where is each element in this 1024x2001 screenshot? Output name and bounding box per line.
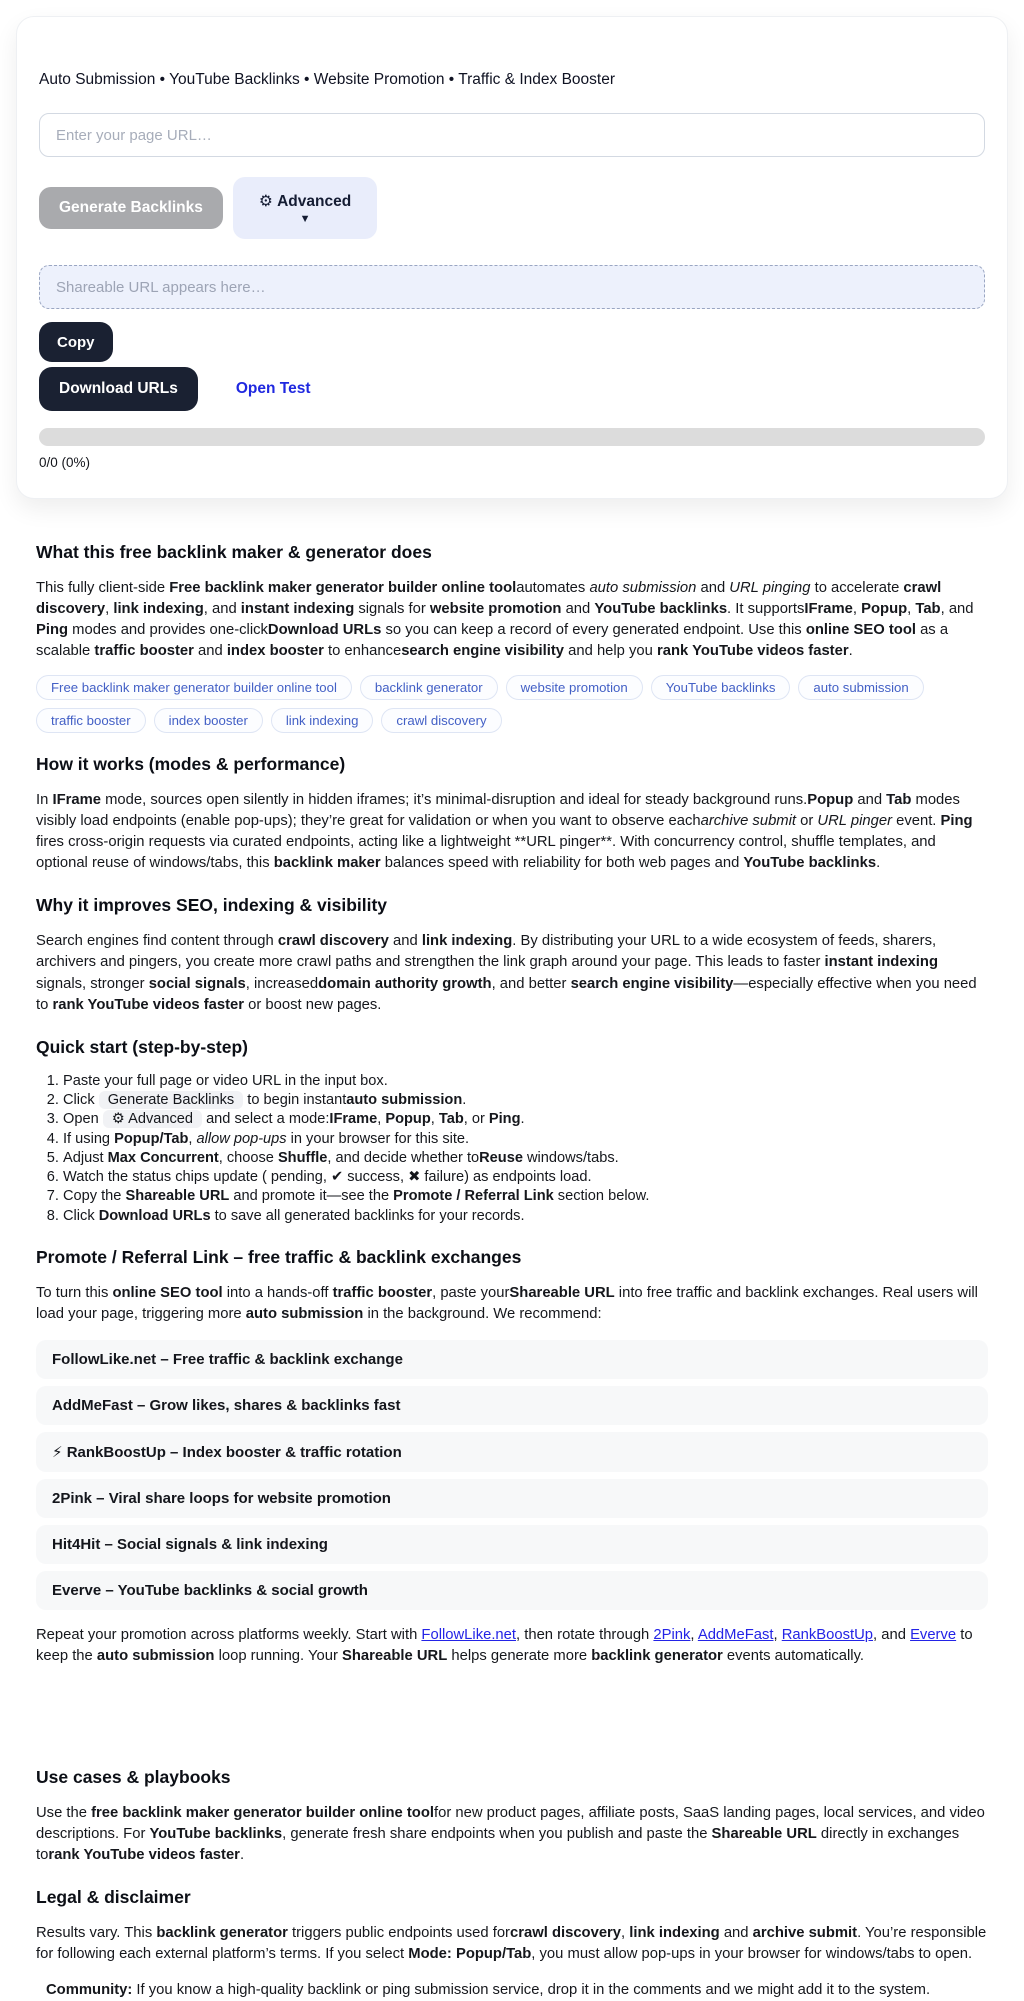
copy-button[interactable]: Copy [39, 322, 113, 362]
text-emphasis: IFrame [804, 601, 853, 618]
text-emphasis: backlink generator [156, 1924, 288, 1941]
text-emphasis: Free backlink maker generator builder online tool [169, 580, 517, 596]
text-emphasis: allow pop-ups [196, 1130, 287, 1147]
quick-start-step: 6. Watch the status chips update ( pending, ✔ success, ✖ failure) as endpoints load. [63, 1168, 988, 1187]
quick-start-step: 7. Copy the Shareable URL and promote it—see the Promote / Referral Link section below. [63, 1187, 988, 1206]
text-emphasis: website promotion [429, 601, 562, 618]
text-emphasis: Tab [438, 1111, 464, 1128]
text-emphasis: traffic booster [94, 643, 194, 660]
advanced-label: Advanced [277, 192, 352, 210]
inline-chip: ⚙ Advanced [103, 1110, 202, 1128]
text-emphasis: Reuse [479, 1149, 523, 1166]
section-heading-legal-disclaimer: Legal & disclaimer [36, 1886, 191, 1907]
text-emphasis: backlink generator [591, 1648, 723, 1665]
progress-text: 0/0 (0%) [39, 455, 91, 470]
text-emphasis: Download URLs [267, 622, 382, 639]
keyword-chip-crawl-discovery: crawl discovery [381, 708, 501, 733]
text-emphasis: URL pinging [729, 580, 811, 596]
keyword-chip-index-booster: index booster [154, 708, 263, 733]
action-button-row [39, 177, 985, 239]
quick-start-step: 3. Open ⚙ Advanced and select a mode:IFrame, Popup, Tab, or Ping. [63, 1110, 988, 1129]
text-emphasis: archive submit [700, 812, 797, 829]
text-emphasis: Popup [807, 791, 854, 808]
exchange-list [36, 1340, 988, 1610]
link-rankboostup[interactable]: RankBoostUp [781, 1627, 874, 1644]
text-emphasis: index booster [226, 643, 324, 660]
text-emphasis: auto submission [245, 1306, 364, 1323]
text-emphasis: Shareable URL [509, 1284, 615, 1301]
quick-start-step: 4. If using Popup/Tab, allow pop-ups in your browser for this site. [63, 1130, 988, 1149]
section-heading-quick-start-step-by-step: Quick start (step-by-step) [36, 1036, 248, 1057]
keyword-chip-auto-submission: auto submission [798, 675, 923, 700]
exchange-card-hit4hit-social-signa: Hit4Hit – Social signals & link indexing [36, 1525, 988, 1564]
paragraph: Repeat your promotion across platforms weekly. Start with FollowLike.net, then rotate through 2Pink, AddMeFast, RankBoostUp, and Everve to keep the auto submission loop running. Your Shareable URL helps generate more backlink generator events automatically. [36, 1627, 973, 1665]
keyword-chip-traffic-booster: traffic booster [36, 708, 146, 733]
text-emphasis: rank YouTube videos faster [48, 1846, 240, 1863]
link-everve[interactable]: Everve [910, 1627, 957, 1644]
keyword-chip-free-backlink-maker-generator-: Free backlink maker generator builder online tool [36, 675, 352, 700]
text-emphasis: YouTube backlinks [743, 855, 877, 872]
text-emphasis: search engine visibility [570, 975, 734, 992]
paragraph: Search engines find content through crawl discovery and link indexing. By distributing your URL to a wide ecosystem of feeds, sharers, archivers and pingers, you create more crawl paths and strengthen the link graph around your page. This leads to faster instant indexing signals, stronger social signals, increaseddomain authority growth, and better search engine visibility—especially effective when you need to rank YouTube videos faster or boost new pages. [36, 933, 977, 1013]
text-emphasis: Shareable URL [342, 1648, 448, 1665]
text-emphasis: link indexing [113, 601, 204, 618]
text-emphasis: Download URLs [98, 1207, 211, 1224]
text-emphasis: Shareable URL [711, 1825, 817, 1842]
text-emphasis: crawl discovery [36, 580, 942, 618]
paragraph: Results vary. This backlink generator triggers public endpoints used forcrawl discovery, link indexing and archive submit. You’re responsible for following each external platform’s terms. If you select Mode: Popup/Tab, you must allow pop-ups in your browser for windows/tabs to open. [36, 1924, 987, 1963]
quick-start-step: 5. Adjust Max Concurrent, choose Shuffle, and decide whether toReuse windows/tabs. [63, 1149, 988, 1168]
exchange-card-rankboostup-index-bo: ⚡ RankBoostUp – Index booster & traffic rotation [36, 1432, 988, 1472]
text-emphasis: rank YouTube videos faster [657, 643, 849, 660]
download-urls-button[interactable]: Download URLs [39, 367, 198, 411]
shareable-url-output[interactable] [39, 265, 985, 309]
download-row [39, 367, 985, 411]
text-emphasis: Popup [385, 1111, 431, 1128]
section-heading-how-it-works-modes-performance: How it works (modes & performance) [36, 753, 346, 774]
text-emphasis: crawl discovery [277, 933, 389, 950]
keyword-chip-backlink-generator: backlink generator [360, 675, 498, 700]
text-emphasis: Ping [488, 1111, 521, 1128]
progress-bar [39, 428, 985, 446]
section-spacer [36, 1668, 988, 1746]
page-url-input[interactable] [39, 113, 985, 157]
section-heading-why-it-improves-seo-indexing-v: Why it improves SEO, indexing & visibility [36, 895, 388, 916]
exchange-card-addmefast-grow-likes: AddMeFast – Grow likes, shares & backlinks fast [36, 1386, 988, 1425]
advanced-toggle-button[interactable] [233, 177, 377, 239]
text-emphasis: link indexing [629, 1924, 720, 1941]
quick-start-step: 1. Paste your full page or video URL in the input box. [63, 1072, 988, 1091]
advanced-label-line [259, 192, 351, 211]
text-emphasis: rank YouTube videos faster [52, 996, 245, 1013]
text-emphasis: search engine visibility [401, 643, 565, 660]
text-emphasis: Tab [886, 791, 912, 808]
link-followlike-net[interactable]: FollowLike.net [421, 1627, 517, 1644]
section-heading-what-this-free-backlink-maker-: What this free backlink maker & generator does [36, 542, 432, 562]
gear-icon: ⚙ [258, 192, 273, 210]
text-emphasis: URL pinger [817, 812, 892, 829]
section-heading-use-cases-playbooks: Use cases & playbooks [36, 1766, 231, 1787]
open-test-link[interactable]: Open Test [235, 380, 311, 397]
text-emphasis: instant indexing [240, 601, 355, 618]
keyword-chip-website-promotion: website promotion [506, 675, 643, 700]
paragraph: Use the free backlink maker generator builder online toolfor new product pages, affiliate posts, SaaS landing pages, local services, and video descriptions. For YouTube backlinks, generate fresh share endpoints when you publish and paste the Shareable URL directly in exchanges torank YouTube videos faster. [36, 1804, 985, 1863]
text-emphasis: Tab [915, 601, 941, 618]
copy-row [39, 309, 985, 362]
paragraph: This fully client-side Free backlink maker generator builder online toolautomates auto submission and URL pinging to accelerate crawl discovery, link indexing, and instant indexing signals for website promotion and YouTube backlinks. It supportsIFrame, Popup, Tab, and Ping modes and provides one-clickDownload URLs so you can keep a record of every generated endpoint. Use this online SEO tool as a scalable traffic booster and index booster to enhancesearch engine visibility and help you rank YouTube videos faster. [36, 580, 974, 660]
text-emphasis: archive submit [752, 1924, 858, 1941]
paragraph: In IFrame mode, sources open silently in hidden iframes; it’s minimal-disruption and ideal for steady background runs.Popup and Tab modes visibly load endpoints (enable pop-ups); they’re great for validation or when you want to observe eacharchive submit or URL pinger event. Ping fires cross-origin requests via curated endpoints, acting like a lightweight **URL pinger**. With concurrency control, shuffle templates, and optional reuse of windows/tabs, this backlink maker balances speed with reliability for both web pages and YouTube backlinks. [36, 791, 973, 872]
text-emphasis: Popup [861, 601, 908, 618]
inline-chip: Generate Backlinks [99, 1091, 244, 1109]
text-emphasis: Mode: Popup/Tab [408, 1946, 532, 1963]
quick-start-list [36, 1072, 988, 1226]
text-emphasis: link indexing [421, 933, 513, 950]
text-emphasis: Community: [46, 1982, 133, 1999]
keyword-chip-youtube-backlinks: YouTube backlinks [651, 675, 791, 700]
quick-start-step: 2. Click Generate Backlinks to begin instantauto submission. [63, 1091, 988, 1110]
backlink-tool-card [16, 16, 1008, 499]
text-emphasis: auto submission [346, 1092, 463, 1109]
text-emphasis: Ping [36, 622, 69, 639]
text-emphasis: Ping [940, 812, 973, 829]
tool-tagline: Auto Submission • YouTube Backlinks • Website Promotion • Traffic & Index Booster [39, 71, 616, 88]
community-note: Community: If you know a high-quality backlink or ping submission service, drop it in the comments and we might add it to the system. [46, 1982, 931, 1999]
text-emphasis: IFrame [329, 1111, 378, 1128]
text-emphasis: Promote / Referral Link [393, 1188, 554, 1205]
text-emphasis: Max Concurrent [107, 1149, 219, 1166]
text-emphasis: online SEO tool [112, 1284, 223, 1301]
text-emphasis: YouTube backlinks [594, 601, 728, 618]
section-heading-promote-referral-link-free-tra: Promote / Referral Link – free traffic & backlink exchanges [36, 1246, 522, 1267]
link-addmefast[interactable]: AddMeFast [697, 1627, 774, 1644]
text-emphasis: online SEO tool [805, 622, 916, 639]
text-emphasis: YouTube backlinks [149, 1825, 283, 1842]
text-emphasis: IFrame [52, 791, 101, 808]
link-2pink[interactable]: 2Pink [653, 1627, 691, 1644]
generate-backlinks-button[interactable]: Generate Backlinks [39, 187, 223, 229]
text-emphasis: domain authority growth [318, 975, 492, 992]
paragraph: To turn this online SEO tool into a hands-off traffic booster, paste yourShareable URL into free traffic and backlink exchanges. Real users will load your page, triggering more auto submission in the background. We recommend: [36, 1284, 978, 1323]
exchange-card-2pink-viral-share-lo: 2Pink – Viral share loops for website promotion [36, 1479, 988, 1518]
quick-start-step: 8. Click Download URLs to save all generated backlinks for your records. [63, 1207, 988, 1226]
exchange-card-everve-youtube-backl: Everve – YouTube backlinks & social growth [36, 1571, 988, 1610]
text-emphasis: instant indexing [824, 954, 938, 971]
keyword-chip-link-indexing: link indexing [271, 708, 374, 733]
text-emphasis: backlink maker [273, 855, 381, 872]
article [0, 499, 1024, 2001]
text-emphasis: auto submission [589, 580, 697, 596]
text-emphasis: social signals [148, 975, 246, 992]
text-emphasis: Popup/Tab [114, 1130, 189, 1147]
text-emphasis: Shareable URL [125, 1188, 230, 1205]
text-emphasis: free backlink maker generator builder online tool [91, 1804, 434, 1821]
exchange-card-followlike-net-free-: FollowLike.net – Free traffic & backlink exchange [36, 1340, 988, 1379]
text-emphasis: Shuffle [277, 1149, 328, 1166]
chevron-down-icon: ▼ [299, 212, 311, 225]
text-emphasis: crawl discovery [510, 1924, 622, 1941]
keyword-chips [36, 675, 988, 733]
text-emphasis: traffic booster [332, 1284, 433, 1301]
text-emphasis: auto submission [96, 1648, 215, 1665]
